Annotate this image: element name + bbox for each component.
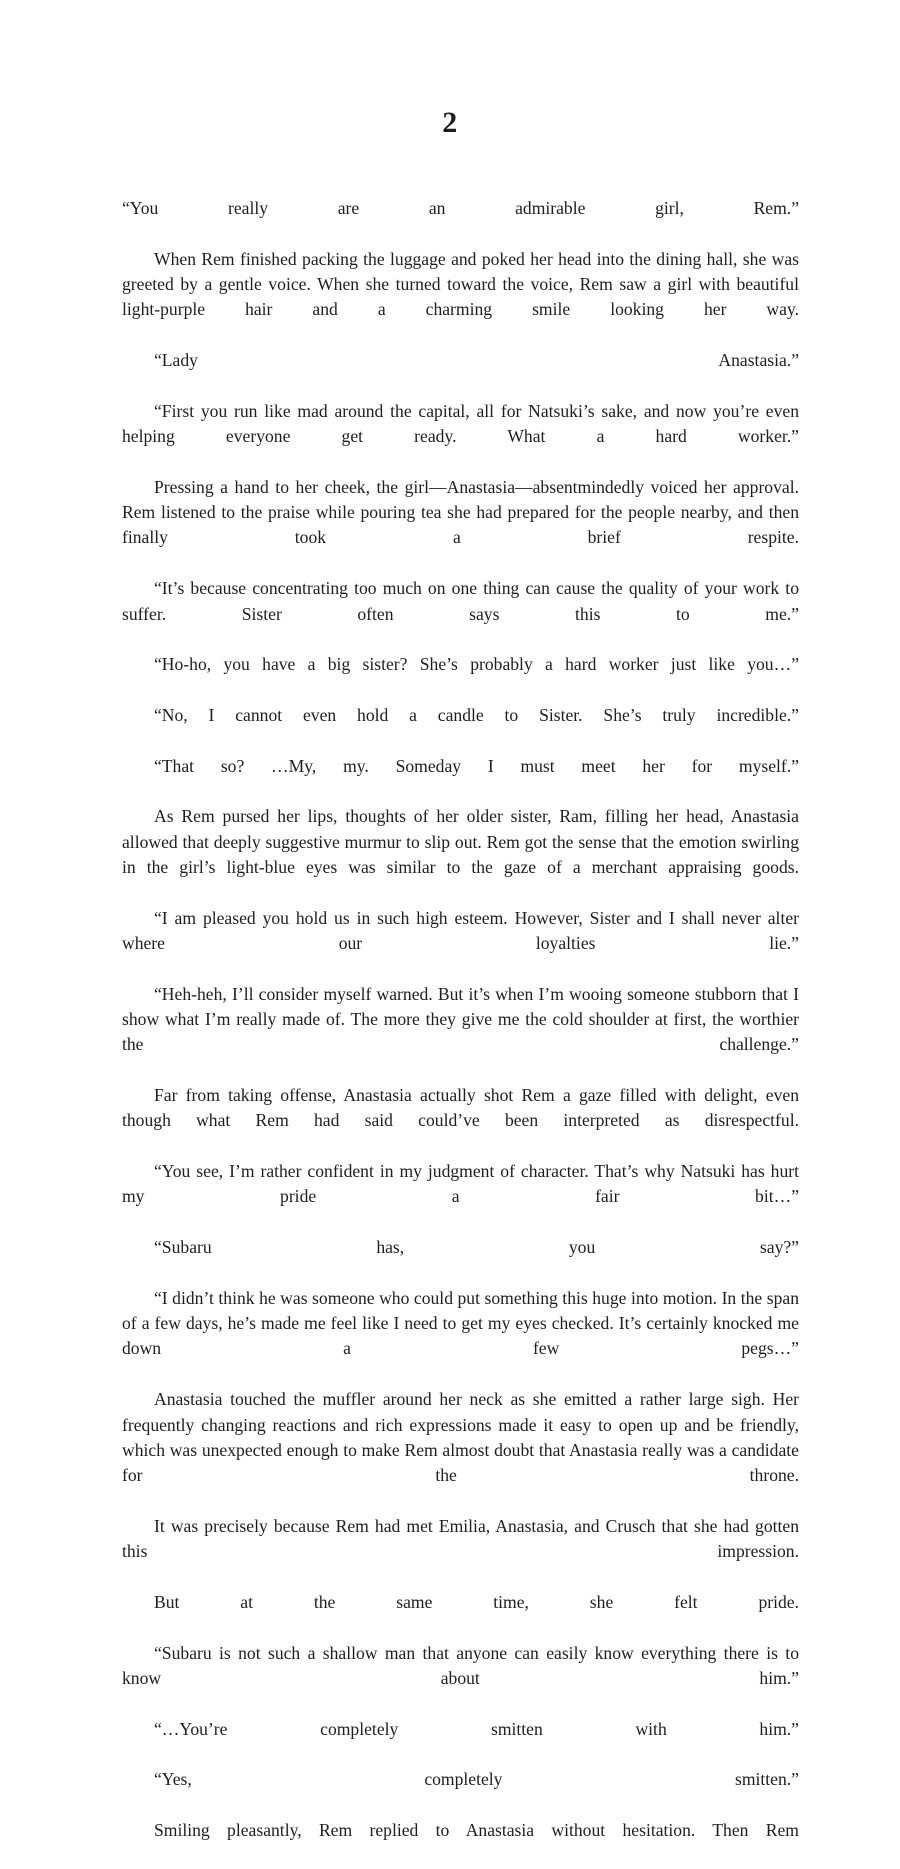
body-paragraph: “You really are an admirable girl, Rem.”: [122, 198, 799, 218]
body-paragraph: “No, I cannot even hold a candle to Sister. She’s truly incredible.”: [154, 704, 799, 725]
body-paragraph: It was precisely because Rem had met Emilia, Anastasia, and Crusch that she had gotten this impression.: [122, 1515, 799, 1562]
body-paragraph: Pressing a hand to her cheek, the girl—Anastasia—absentmindedly voiced her approval. Rem listened to the praise while pouring tea she had prepared for the people nearby, and then finally took a brief respite.: [122, 476, 799, 548]
body-paragraph: “Subaru is not such a shallow man that anyone can easily know everything there is to know about him.”: [122, 1642, 799, 1688]
body-paragraph: “First you run like mad around the capital, all for Natsuki’s sake, and now you’re even helping everyone get ready. What a hard worker.”: [122, 400, 799, 447]
body-paragraph: When Rem finished packing the luggage and poked her head into the dining hall, she was greeted by a gentle voice. When she turned toward the voice, Rem saw a girl with beautiful light-purple hair and a charming smile looking her way.: [122, 248, 799, 320]
body-paragraph: “…You’re completely smitten with him.”: [154, 1718, 799, 1739]
body-paragraph: “Subaru has, you say?”: [154, 1237, 799, 1258]
body-paragraph: Smiling pleasantly, Rem replied to Anastasia without hesitation. Then Rem: [154, 1820, 799, 1840]
body-paragraph: “That so? …My, my. Someday I must meet her for myself.”: [154, 755, 799, 776]
body-paragraph: “Heh-heh, I’ll consider myself warned. But it’s when I’m wooing someone stubborn that I show what I’m really made of. The more they give me the cold shoulder at first, the worthier the challenge.”: [122, 983, 799, 1055]
body-paragraph: But at the same time, she felt pride.: [154, 1591, 799, 1612]
body-paragraph: “Yes, completely smitten.”: [154, 1769, 799, 1790]
body-paragraph: “I am pleased you hold us in such high esteem. However, Sister and I shall never alter where our loyalties lie.”: [122, 907, 799, 953]
body-paragraph: “You see, I’m rather confident in my judgment of character. That’s why Natsuki has hurt my pride a fair bit…”: [122, 1161, 799, 1207]
chapter-number-heading: 2: [442, 106, 458, 139]
body-text-block: [122, 196, 799, 1869]
body-paragraph: Far from taking offense, Anastasia actually shot Rem a gaze filled with delight, even though what Rem had said could’ve been interpreted as disrespectful.: [122, 1085, 799, 1131]
body-paragraph: “I didn’t think he was someone who could put something this huge into motion. In the span of a few days, he’s made me feel like I need to get my eyes checked. It’s certainly knocked me down a few pegs…”: [122, 1287, 799, 1359]
body-paragraph: Anastasia touched the muffler around her neck as she emitted a rather large sigh. Her frequently changing reactions and rich expressions made it easy to open up and be friendly, which was unexpected enough to make Rem almost doubt that Anastasia really was a candidate for the throne.: [122, 1389, 799, 1486]
body-paragraph: “Ho-ho, you have a big sister? She’s probably a hard worker just like you…”: [154, 654, 799, 675]
body-paragraph: As Rem pursed her lips, thoughts of her older sister, Ram, filling her head, Anastasia allowed that deeply suggestive murmur to slip out. Rem got the sense that the emotion swirling in the girl’s light-blue eyes was similar to the gaze of a merchant appraising goods.: [122, 806, 799, 877]
body-paragraph: “It’s because concentrating too much on one thing can cause the quality of your work to suffer. Sister often says this to me.”: [122, 578, 799, 624]
body-paragraph: “Lady Anastasia.”: [154, 350, 799, 371]
